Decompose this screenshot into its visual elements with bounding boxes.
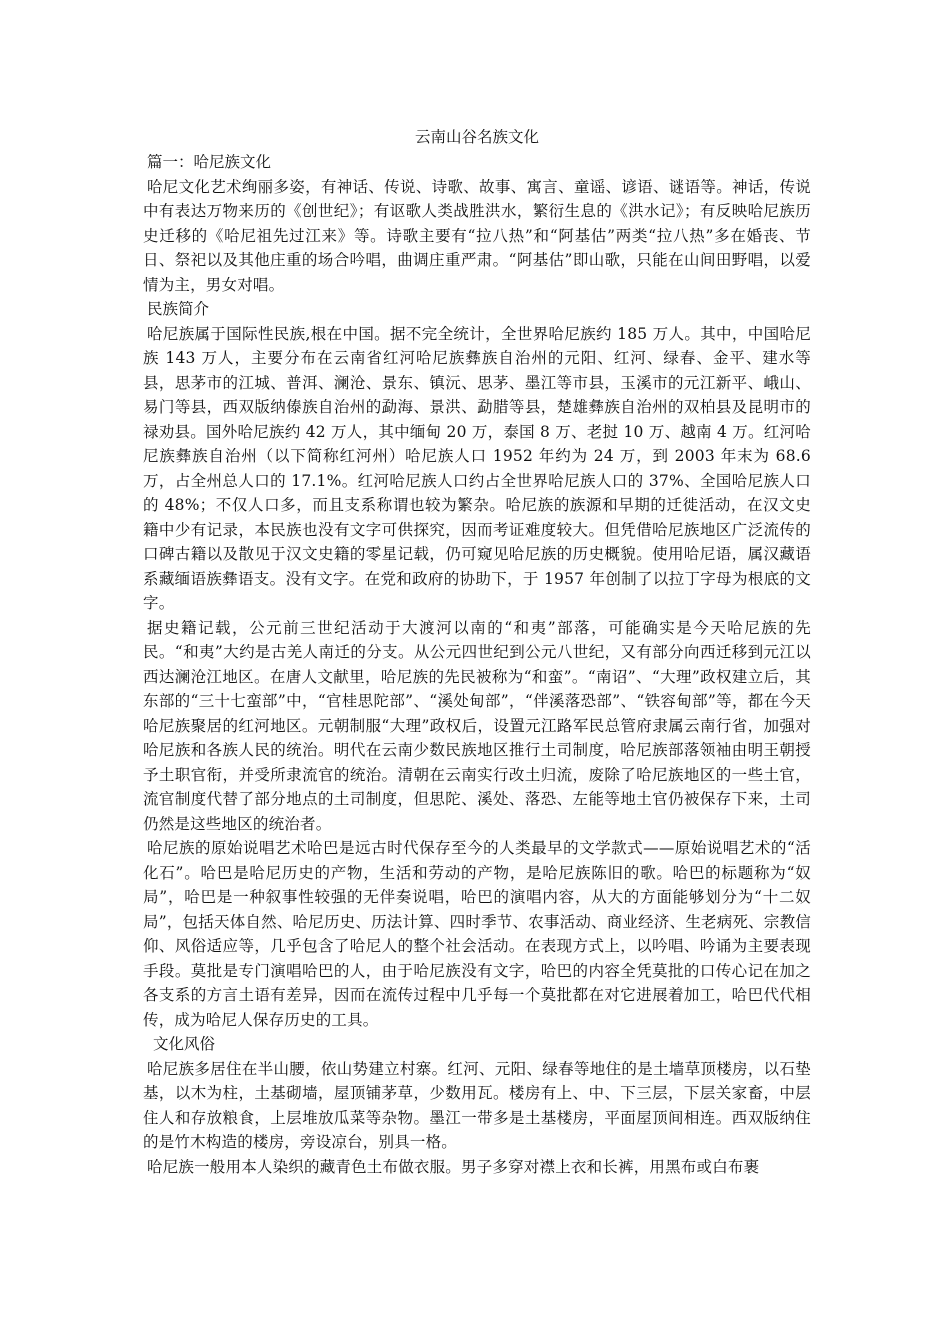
paragraph-literature: 哈尼文化艺术绚丽多姿，有神话、传说、诗歌、故事、寓言、童谣、谚语、谜语等。神话，传说中有表达万物来历的《创世纪》；有讴歌人类战胜洪水，繁衍生息的《洪水记》；有反映哈尼族历史迁移的《哈尼祖先过江来》等。诗歌主要有“拉八热”和“阿基估”两类“拉八热”多在婚丧、节日、祭祀以及其他庄重的场合吟唱，曲调庄重严肃。“阿基估”即山歌，只能在山间田野唱，以爱情为主，男女对唱。 bbox=[143, 177, 811, 294]
document-title: 云南山谷名族文化 bbox=[414, 128, 539, 146]
paragraph-population: 哈尼族属于国际性民族,根在中国。据不完全统计，全世界哈尼族约 185 万人。其中，中国哈尼族 143 万人，主要分布在云南省红河哈尼族彝族自治州的元阳、红河、绿春、金平、建水等县，思茅市的江城、普洱、澜沧、景东、镇沅、思茅、墨江等市县，玉溪市的元江新平、峨山、易门等县，西双版纳傣族自治州的勐海、景洪、勐腊等县，楚雄彝族自治州的双柏县及昆明市的禄劝县。国外哈尼族约 42 万人，其中缅甸 20 万，泰国 8 万、老挝 10 万、越南 4 万。红河哈尼族彝族自治州（以下简称红河州）哈尼族人口 1952 年约为 24 万，到 2003 年末为 68.6 万，占全州总人口的 17.1%。红河哈尼族人口约占全世界哈尼族人口的 37%、全国哈尼族人口的 48%；不仅人口多，而且支系称谓也较为繁杂。哈尼族的族源和早期的迁徙活动，在汉文史籍中少有记录，本民族也没有文字可供探究，因而考证难度较大。但凭借哈尼族地区广泛流传的口碑古籍以及散见于汉文史籍的零星记载，仍可窥见哈尼族的历史概貌。使用哈尼语，属汉藏语系藏缅语族彝语支。没有文字。在党和政府的协助下，于 1957 年创制了以拉丁字母为根底的文字。 bbox=[143, 324, 811, 612]
paragraph-history: 据史籍记载，公元前三世纪活动于大渡河以南的“和夷”部落，可能确实是今天哈尼族的先民。“和夷”大约是古羌人南迁的分支。从公元四世纪到公元八世纪，又有部分向西迁移到元江以西达澜沧江地区。在唐人文献里，哈尼族的先民被称为“和蛮”。“南诏”、“大理”政权建立后，其东部的“三十七蛮部”中，“官桂思陀部”、“溪处甸部”，“伴溪落恐部”、“铁容甸部”等，都在今天哈尼族聚居的红河地区。元朝制服“大理”政权后，设置元江路军民总管府隶属云南行省，加强对哈尼族和各族人民的统治。明代在云南少数民族地区推行土司制度，哈尼族部落领袖由明王朝授予土职官衔，并受所隶流官的统治。清朝在云南实行改土归流，废除了哈尼族地区的一些土官，流官制度代替了部分地点的土司制度，但思陀、溪处、落恐、左能等地土官仍被保存下来，土司仍然是这些地区的统治者。 bbox=[143, 618, 811, 833]
paragraph-dwellings: 哈尼族多居住在半山腰，依山势建立村寨。红河、元阳、绿春等地住的是土墙草顶楼房，以石垫基，以木为柱，土基砌墙，屋顶铺茅草，少数用瓦。楼房有上、中、下三层，下层关家畜，中层住人和存放粮食，上层堆放瓜菜等杂物。墨江一带多是土基楼房，平面屋顶间相连。西双版纳住的是竹木构造的楼房，旁设凉台，别具一格。 bbox=[143, 1059, 811, 1151]
paragraph-clothing: 哈尼族一般用本人染织的藏青色土布做衣服。男子多穿对襟上衣和长裤，用黑布或白布裹 bbox=[147, 1157, 760, 1176]
paragraph-haba-art: 哈尼族的原始说唱艺术哈巴是远古时代保存至今的人类最早的文学款式——原始说唱艺术的“活化石”。哈巴是哈尼历史的产物，生活和劳动的产物，是哈尼族陈旧的歌。哈巴的标题称为“奴局”，哈巴是一种叙事性较强的无伴奏说唱，哈巴的演唱内容，从大的方面能够划分为“十二奴局”，包括天体自然、哈尼历史、历法计算、四时季节、农事活动、商业经济、生老病死、宗教信仰、风俗适应等，几乎包含了哈尼人的整个社会活动。在表现方式上，以吟唱、吟诵为主要表现手段。莫批是专门演唱哈巴的人，由于哈尼族没有文字，哈巴的内容全凭莫批的口传心记在加之各支系的方言土语有差异，因而在流传过程中几乎每一个莫批都在对它进展着加工，哈巴代代相传，成为哈尼人保存历史的工具。 bbox=[143, 839, 811, 1029]
section-heading-ethnic-intro: 民族简介 bbox=[147, 300, 210, 318]
section-heading-customs: 文化风俗 bbox=[153, 1035, 216, 1053]
section-heading-hani-culture: 篇一：哈尼族文化 bbox=[147, 153, 272, 171]
document-page bbox=[143, 124, 811, 1179]
